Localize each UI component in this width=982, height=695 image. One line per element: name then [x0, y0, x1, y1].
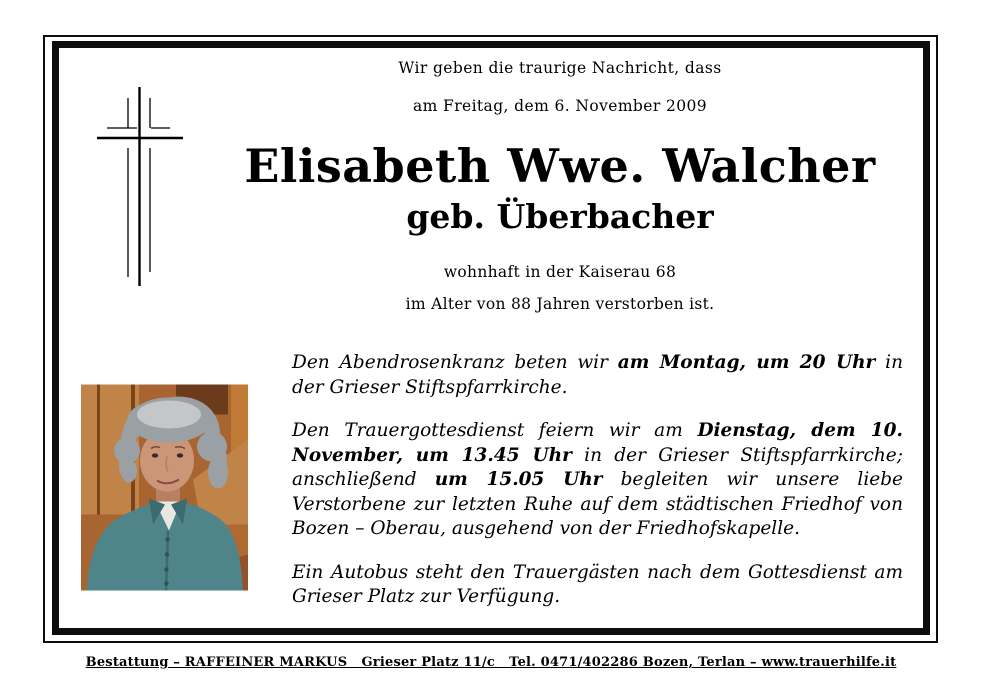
funeral-home-contact: Bestattung – RAFFEINER MARKUS Grieser Platz 11/c Tel. 0471/402286 Bozen, Terlan – www.trauerhilfe.it [85, 655, 897, 670]
age-line: im Alter von 88 Jahren verstorben ist. [405, 295, 715, 313]
funeral-service-paragraph: Den Trauergottesdienst feiern wir am Dienstag, dem 10. November, um 13.45 Uhr in der Grieser Stiftspfarrkirche; anschließend um 15.05 Uhr begleiten wir unsere liebe Verstorbene zur letzten Ruhe auf dem städtischen Friedhof von Bozen – Oberau, ausgehend von der Friedhofskapelle. [292, 420, 903, 539]
intro-line-2: am Freitag, dem 6. November 2009 [412, 97, 708, 115]
intro-line-1: Wir geben die traurige Nachricht, dass [398, 59, 722, 77]
bus-paragraph: Ein Autobus steht den Trauergästen nach dem Gottesdienst am Grieser Platz zur Verfügung. [292, 561, 903, 607]
deceased-name: Elisabeth Wwe. Walcher [244, 139, 876, 193]
cross-icon [92, 82, 192, 292]
rosary-paragraph: Den Abendrosenkranz beten wir am Montag, um 20 Uhr in der Grieser Stiftspfarrkirche. [292, 352, 903, 398]
announcement-text [292, 351, 903, 629]
funeral-home-footer [0, 651, 982, 670]
maiden-name: geb. Überbacher [406, 197, 714, 236]
residence-line: wohnhaft in der Kaiserau 68 [443, 263, 677, 281]
portrait-photo [81, 384, 248, 591]
